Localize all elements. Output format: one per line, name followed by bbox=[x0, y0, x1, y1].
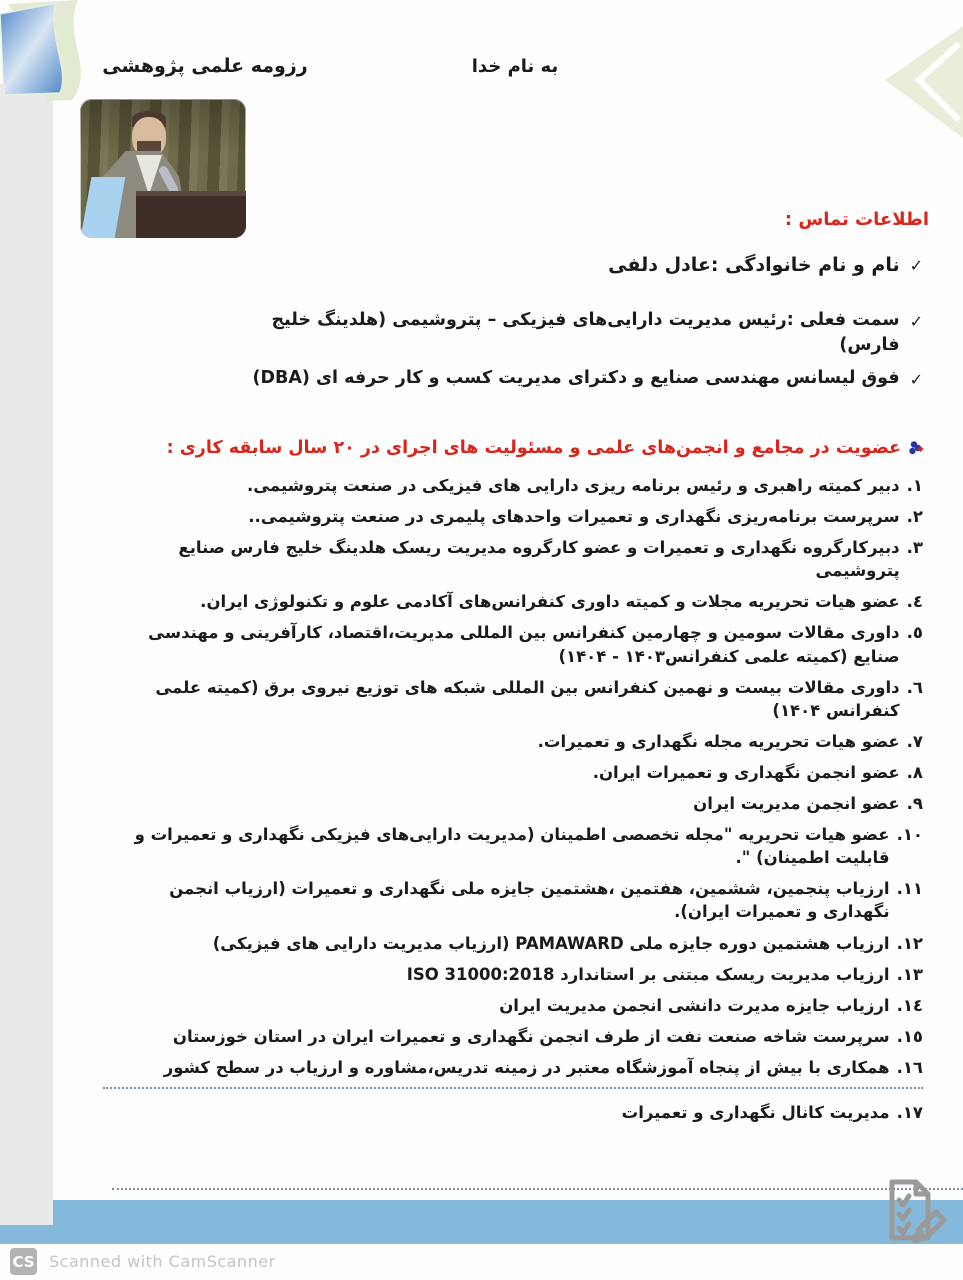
item-number: ۱۰. bbox=[896, 825, 923, 845]
camscanner-footer bbox=[10, 1248, 276, 1275]
contact-item-label: فوق لیسانس مهندسی صنایع و دکترای مدیریت کسب و کار حرفه ای (DBA) bbox=[252, 368, 900, 389]
page-title: رزومه علمی پژوهشی bbox=[102, 55, 308, 77]
list-item bbox=[101, 994, 923, 1017]
list-item bbox=[101, 877, 923, 923]
item-text: دبیرکارگروه نگهداری و تعمیرات و عضو کارگروه مدیریت ریسک هلدینگ خلیج فارس صنایع پتروشیمی bbox=[178, 538, 900, 581]
bottom-divider bbox=[112, 1188, 963, 1190]
item-number: ۳. bbox=[906, 538, 923, 558]
list-item bbox=[101, 505, 923, 528]
membership-heading bbox=[45, 438, 925, 458]
document-edit-icon bbox=[876, 1176, 952, 1248]
scan-left-margin bbox=[0, 84, 53, 1225]
item-text: ارزیاب مدیریت ریسک مبتنی بر استاندارد ISO 31000:2018 bbox=[406, 964, 890, 984]
membership-list bbox=[101, 474, 923, 1132]
photo-podium bbox=[136, 191, 246, 238]
item-number: ۱. bbox=[906, 476, 923, 495]
check-icon: ✓ bbox=[909, 256, 923, 275]
list-item bbox=[101, 792, 923, 815]
list-item bbox=[101, 621, 923, 667]
item-number: ۱۱. bbox=[896, 879, 923, 899]
contact-list bbox=[223, 252, 923, 392]
item-text: عضو هیات تحریریه "مجله تخصصی اطمینان (مدیریت دارایی‌های فیزیکی نگهداری و تعمیرات و قابلیت اطمینان) ". bbox=[134, 825, 890, 868]
item-number: ۹. bbox=[906, 794, 923, 814]
item-number: ۱۳. bbox=[896, 964, 923, 984]
item-text: سرپرست برنامه‌ریزی نگهداری و تعمیرات واحدهای پلیمری در صنعت پتروشیمی.. bbox=[248, 507, 900, 527]
item-number: ۲. bbox=[906, 507, 923, 527]
item-text: دبیر کمیته راهبری و رئیس برنامه ریزی دارایی های فیزیکی در صنعت پتروشیمی. bbox=[246, 476, 900, 495]
list-item bbox=[101, 474, 923, 497]
contact-item-education bbox=[223, 366, 923, 391]
item-text: عضو هیات تحریریه مجلات و کمیته داوری کنفرانس‌های آکادمی علوم و تکنولوژی ایران. bbox=[200, 592, 900, 612]
bismillah-text: به نام خدا bbox=[471, 56, 559, 77]
contact-item-name bbox=[223, 252, 923, 280]
item-number: ۱۲. bbox=[896, 933, 923, 953]
item-text: مدیریت کانال نگهداری و تعمیرات bbox=[621, 1102, 890, 1122]
item-number: ١٦. bbox=[896, 1057, 923, 1077]
check-icon: ✓ bbox=[909, 370, 923, 390]
contact-item-position bbox=[223, 308, 923, 359]
list-item bbox=[101, 730, 923, 753]
item-text: عضو انجمن مدیریت ایران bbox=[693, 794, 900, 814]
list-item bbox=[101, 676, 923, 722]
item-number: ۸. bbox=[906, 762, 923, 782]
item-text: همکاری با بیش از پنجاه آموزشگاه معتبر در زمینه تدریس،مشاوره و ارزیاب در سطح کشور bbox=[163, 1057, 890, 1077]
camscanner-note: Scanned with CamScanner bbox=[49, 1252, 276, 1271]
item-number: ١٤. bbox=[896, 995, 923, 1015]
list-item bbox=[101, 761, 923, 784]
list-item bbox=[101, 932, 923, 955]
bottom-blue-bar bbox=[0, 1200, 963, 1244]
section-divider bbox=[103, 1087, 923, 1089]
list-item bbox=[101, 1056, 923, 1079]
list-item bbox=[101, 1025, 923, 1048]
item-text: عضو هیات تحریریه مجله نگهداری و تعمیرات. bbox=[537, 731, 900, 751]
item-number: ٥. bbox=[906, 623, 923, 643]
item-text: ارزیاب جایزه مدیرت دانشی انجمن مدیریت ایران bbox=[499, 995, 890, 1015]
list-item bbox=[101, 823, 923, 869]
item-text: ارزیاب هشتمین دوره جایزه ملی PAMAWARD (ارزیاب مدیریت دارایی های فیزیکی) bbox=[212, 933, 890, 953]
speaker-photo bbox=[80, 99, 246, 238]
item-text: ارزیاب پنجمین، ششمین، هفتمین ،هشتمین جایزه ملی نگهداری و تعمیرات (ارزیاب انجمن نگهداری و تعمیرات ایران). bbox=[169, 879, 890, 922]
contact-heading: اطلاعات تماس : bbox=[784, 209, 929, 230]
membership-heading-label: عضویت در مجامع و انجمن‌های علمی و مسئولیت های اجرای در ۲۰ سال سابقه کاری : bbox=[166, 438, 901, 458]
item-text: سرپرست شاخه صنعت نفت از طرف انجمن نگهداری و تعمیرات ایران در استان خوزستان bbox=[172, 1026, 890, 1046]
item-number: ٦. bbox=[906, 677, 923, 697]
list-item bbox=[101, 536, 923, 582]
chevron-decoration bbox=[875, 22, 963, 142]
camscanner-logo: CS bbox=[10, 1248, 37, 1275]
contact-item-label: سمت فعلی :رئیس مدیریت دارایی‌های فیزیکی – پتروشیمی (هلدینگ خلیج فارس) bbox=[271, 309, 900, 355]
corner-decoration bbox=[0, 0, 95, 105]
item-number: ۷. bbox=[906, 731, 923, 751]
item-number: ١٥. bbox=[896, 1026, 923, 1046]
heading-marker-icon bbox=[908, 440, 925, 457]
list-item bbox=[101, 1101, 923, 1124]
item-number: ٤. bbox=[906, 592, 923, 612]
item-text: داوری مقالات سومین و چهارمین کنفرانس بین المللی مدیریت،اقتصاد، کارآفرینی و مهندسی صنایع (کمیته علمی کنفرانس۱۴۰۳ - ۱۴۰۴) bbox=[148, 623, 900, 666]
check-icon: ✓ bbox=[909, 311, 923, 331]
item-text: داوری مقالات بیست و نهمین کنفرانس بین المللی شبکه های توزیع نیروی برق (کمیته علمی کنفرانس ۱۴۰۴) bbox=[155, 677, 900, 720]
contact-item-label: نام و نام خانوادگی :عادل دلفی bbox=[608, 254, 900, 276]
item-number: ۱۷. bbox=[896, 1102, 923, 1122]
list-item bbox=[101, 590, 923, 613]
list-item bbox=[101, 963, 923, 986]
item-text: عضو انجمن نگهداری و تعمیرات ایران. bbox=[592, 762, 900, 782]
